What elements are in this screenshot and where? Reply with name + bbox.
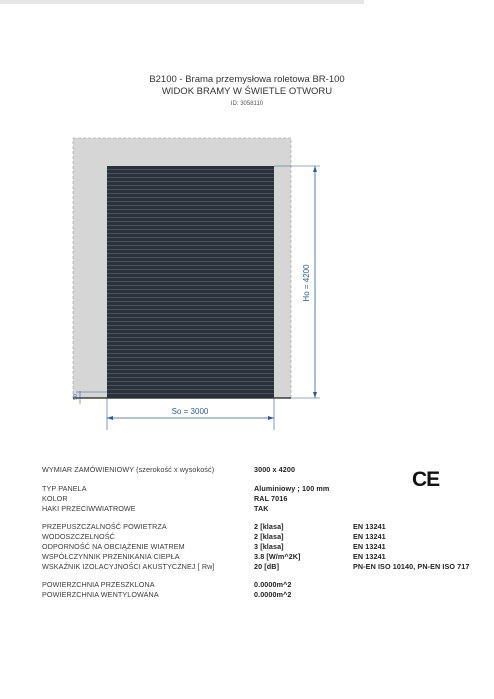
roller-door-curtain [107,166,274,398]
spec-air-permeability-label: PRZEPUSZCZALNOŚĆ POWIETRZA [42,522,167,531]
spec-water-tightness-value: 2 [klasa] [254,532,284,541]
spec-wind-load-label: ODPORNOŚĆ NA OBCIĄŻENIE WIATREM [42,542,185,551]
spec-color-value: RAL 7016 [254,494,288,503]
spec-water-tightness-standard: EN 13241 [353,532,386,541]
spec-acoustic-standard: PN-EN ISO 10140, PN-EN ISO 717 [353,562,470,571]
spec-panel-type-value: Aluminiowy ; 100 mm [254,484,330,493]
width-dimension-label: So = 3000 [171,407,209,416]
document-title: B2100 - Brama przemysłowa roletowa BR-100 [149,74,345,85]
width-arrow-left [107,416,113,420]
spec-vent-area-label: POWIERZCHNIA WENTYLOWANA [42,590,159,599]
spec-order-size-label: WYMIAR ZAMÓWIENIOWY (szerokość x wysokość) [42,465,215,474]
spec-heat-transfer-label: WSPÓŁCZYNNIK PRZENIKANIA CIEPŁA [42,552,180,561]
spec-heat-transfer-standard: EN 13241 [353,552,386,561]
spec-acoustic-value: 20 [dB] [254,562,280,571]
spec-wind-hooks-label: HAKI PRZECIWWIATROWE [42,504,136,513]
spec-vent-area-value: 0.0000m^2 [254,590,292,599]
spec-water-tightness-label: WODOSZCZELNOŚĆ [42,532,115,541]
spec-color-label: KOLOR [42,494,68,503]
width-arrow-right [268,416,274,420]
spec-acoustic-label: WSKAŹNIK IZOLACYJNOŚCI AKUSTYCZNEJ [ Rw] [42,562,215,571]
spec-wind-hooks-value: TAK [254,504,269,513]
spec-order-size-value: 3000 x 4200 [254,465,296,474]
spec-air-permeability-value: 2 [klasa] [254,522,284,531]
document-id: ID: 3058110 [230,101,264,107]
height-dimension-label: Ho = 4200 [302,264,311,302]
document-subtitle: WIDOK BRAMY W ŚWIETLE OTWORU [161,86,333,97]
spec-panel-type-label: TYP PANELA [42,484,87,493]
spec-glazed-area-label: POWIERZCHNIA PRZESZKLONA [42,580,155,589]
ce-mark-logo: CE [412,468,440,491]
spec-glazed-area-value: 0.0000m^2 [254,580,292,589]
threshold-dimension-label: 50 [73,394,79,400]
spec-heat-transfer-value: 3.8 [W/m^2K] [254,552,301,561]
height-arrow-bottom [313,392,317,398]
spec-air-permeability-standard: EN 13241 [353,522,386,531]
spec-wind-load-value: 3 [klasa] [254,542,284,551]
height-arrow-top [313,166,317,172]
spec-wind-load-standard: EN 13241 [353,542,386,551]
